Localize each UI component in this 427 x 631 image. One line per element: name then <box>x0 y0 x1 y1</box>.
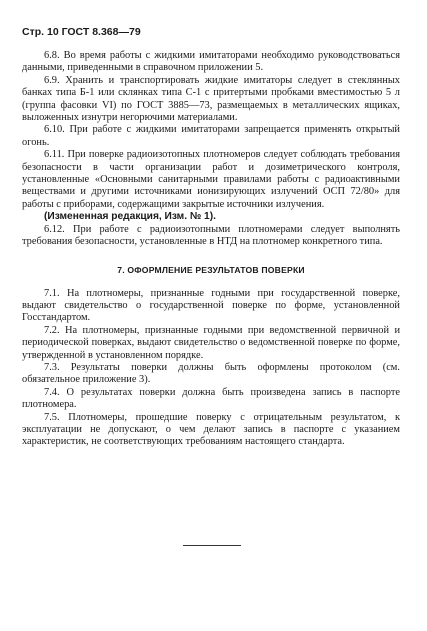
paragraph-7-3: 7.3. Результаты поверки должны быть оформлены протоколом (см. обязательное приложение 3). <box>22 361 400 386</box>
paragraph-7-1: 7.1. На плотномеры, признанные годными при государственной поверке, выдают свидетельство о государственной поверке по форме, установленной Госстандартом. <box>22 287 400 324</box>
paragraph-7-2: 7.2. На плотномеры, признанные годными при ведомственной первичной и периодической поверках, выдают свидетельство о ведомственной поверке по форме, утвержденной в установленном порядке. <box>22 324 400 361</box>
paragraph-7-5: 7.5. Плотномеры, прошедшие поверку с отрицательным результатом, к эксплуатации не допускают, о чем делают запись в паспорте с указанием характеристик, не соответствующих требованиям настоящего стандарта. <box>22 411 400 448</box>
paragraph-6-9: 6.9. Хранить и транспортировать жидкие имитаторы следует в стеклянных банках типа Б-1 или склянках типа С-1 с притертыми пробками вместимостью 5 л (группа фасовки VI) по ГОСТ 3885—73, размещаемых в металлических ящиках, выложенных изнутри негорючими материалами. <box>22 74 400 124</box>
amendment-note: (Измененная редакция, Изм. № 1). <box>44 211 216 223</box>
paragraph-6-8: 6.8. Во время работы с жидкими имитаторами необходимо руководствоваться данными, приведенными в справочном приложении 5. <box>22 50 400 74</box>
end-rule <box>183 545 241 546</box>
paragraph-6-10: 6.10. При работе с жидкими имитаторами запрещается применять открытый огонь. <box>22 124 400 148</box>
paragraph-7-4: 7.4. О результатах поверки должна быть произведена запись в паспорте плотномера. <box>22 386 400 411</box>
section-title: 7. ОФОРМЛЕНИЕ РЕЗУЛЬТАТОВ ПОВЕРКИ <box>117 264 305 275</box>
paragraph-6-11: 6.11. При поверке радиоизотопных плотномеров следует соблюдать требования безопасности в части организации работ и дозиметрического контроля, установленные «Основными санитарными правилами работы с радиоактивными веществами и другими источниками ионизирующих излучений ОСП 72/80» для работы с приборами, содержащими закрытые источники излучения. <box>22 149 400 210</box>
page-header: Стр. 10 ГОСТ 8.368—79 <box>22 26 141 38</box>
paragraph-6-12: 6.12. При работе с радиоизотопными плотномерами следует выполнять требования безопасности, установленные в НТД на плотномер конкретного типа. <box>22 223 400 248</box>
